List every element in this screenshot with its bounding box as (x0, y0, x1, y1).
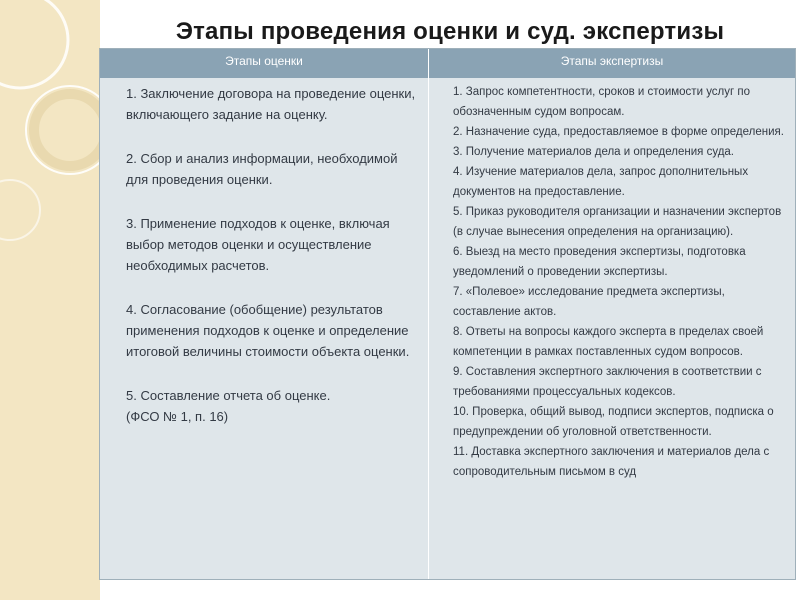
list-item: 9. Составления экспертного заключения в соответствии с требованиями процессуальных кодексов. (453, 366, 762, 398)
list-item: 5. Составление отчета об оценке. (ФСО № 1, п. 16) (126, 388, 331, 424)
list-item: 1. Заключение договора на проведение оценки, включающего задание на оценку. (126, 86, 416, 122)
header-assessment-stages: Этапы оценки (225, 54, 303, 68)
table-header (100, 49, 795, 78)
list-item: 10. Проверка, общий вывод, подписи экспертов, подписка о предупреждении об уголовной ответственности. (453, 406, 774, 438)
comparison-table (99, 48, 796, 580)
list-item: 2. Назначение суда, предоставляемое в форме определения. (453, 126, 784, 138)
list-item: 4. Изучение материалов дела, запрос дополнительных документов на предоставление. (453, 166, 749, 198)
list-item: 6. Выезд на место проведения экспертизы, подготовка уведомлений о проведении экспертизы. (453, 246, 746, 278)
slide-title: Этапы проведения оценки и суд. экспертизы (175, 18, 725, 45)
list-item: 3. Получение материалов дела и определения суда. (453, 146, 734, 158)
list-item: 7. «Полевое» исследование предмета экспертизы, составление актов. (453, 286, 725, 318)
list-item: 11. Доставка экспертного заключения и материалов дела с сопроводительным письмом в суд (453, 446, 770, 478)
header-expertise-stages: Этапы экспертизы (560, 54, 664, 68)
list-item: 4. Согласование (обобщение) результатов применения подходов к оценке и определение итоговой величины стоимости объекта оценки. (126, 302, 410, 359)
assessment-stages-list (126, 83, 422, 450)
expertise-stages-list (453, 82, 789, 482)
column-divider (428, 49, 429, 579)
decorative-circles (0, 0, 110, 260)
list-item: 2. Сбор и анализ информации, необходимой для проведения оценки. (126, 151, 398, 187)
list-item: 5. Приказ руководителя организации и назначении экспертов (в случае вынесения определения на организацию). (453, 206, 782, 238)
list-item: 1. Запрос компетентности, сроков и стоимости услуг по обозначенным судом вопросам. (453, 86, 751, 118)
list-item: 8. Ответы на вопросы каждого эксперта в пределах своей компетенции в рамках поставленных судом вопросов. (453, 326, 764, 358)
list-item: 3. Применение подходов к оценке, включая выбор методов оценки и осуществление необходимых расчетов. (126, 216, 390, 273)
